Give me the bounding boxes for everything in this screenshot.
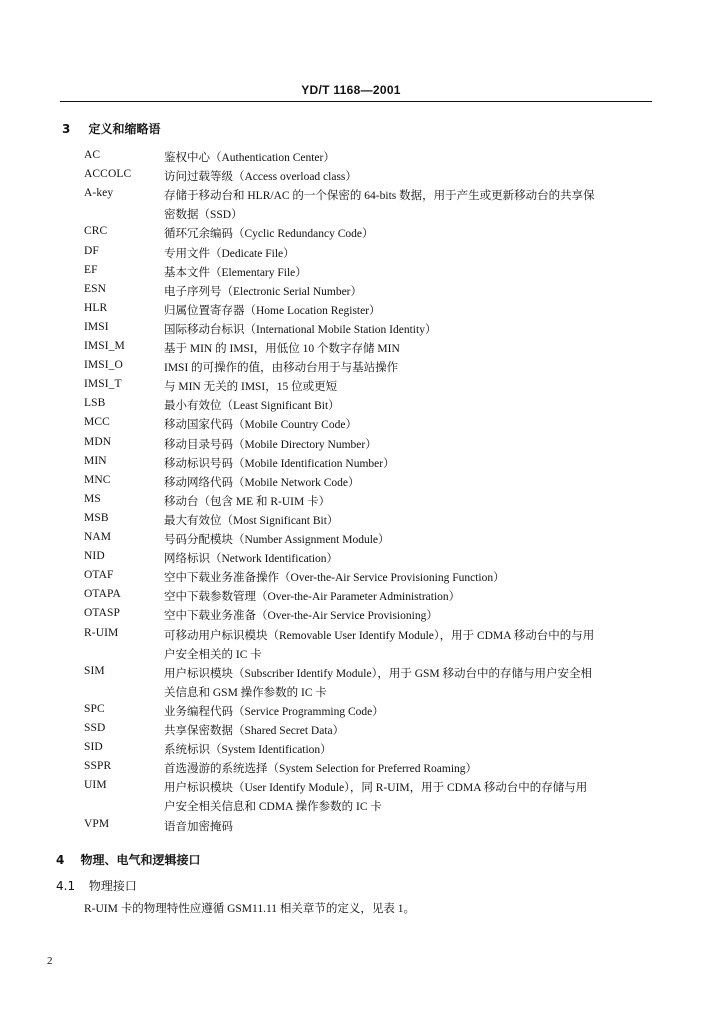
abbreviation-term: IMSI <box>84 320 109 333</box>
abbreviation-term: IMSI_O <box>84 359 123 372</box>
abbreviation-definition <box>164 321 654 340</box>
definition-line: 空中下载业务准备（Over-the-Air Service Provisioning） <box>164 610 438 623</box>
section-4-1-number: 4.1 <box>56 879 76 893</box>
abbreviation-term: NAM <box>84 531 112 543</box>
abbreviation-definition <box>164 760 654 779</box>
abbreviation-definition <box>164 455 654 474</box>
abbreviation-term: OTAPA <box>84 588 121 601</box>
abbreviation-definition <box>164 474 654 493</box>
section-3-number: 3 <box>62 122 71 136</box>
abbreviation-definition <box>164 531 654 550</box>
definition-line: 户安全相关的 IC 卡 <box>164 648 262 661</box>
definition-line: 移动目录号码（Mobile Directory Number） <box>164 438 377 451</box>
definition-line: 户安全相关信息和 CDMA 操作参数的 IC 卡 <box>164 801 382 814</box>
abbreviation-definition <box>164 187 654 225</box>
abbreviation-term: AC <box>84 149 101 161</box>
abbreviation-term: MIN <box>84 454 107 467</box>
section-4-1-heading <box>56 877 137 894</box>
definition-line: 存储于移动台和 HLR/AC 的一个保密的 64-bits 数据，用于产生或更新移动台的共享保 <box>164 190 595 203</box>
definition-line: IMSI 的可操作的值，由移动台用于与基站操作 <box>164 362 399 375</box>
definition-line: 系统标识（System Identification） <box>164 744 332 757</box>
abbreviation-definition <box>164 588 654 607</box>
abbreviation-term: UIM <box>84 779 107 792</box>
definition-line: 空中下载业务准备操作（Over-the-Air Service Provisioning Function） <box>164 572 505 585</box>
abbreviation-definition <box>164 607 654 626</box>
definition-line: 移动国家代码（Mobile Country Code） <box>164 419 357 432</box>
definition-line: 首选漫游的系统选择（System Selection for Preferred Roaming） <box>164 763 478 776</box>
abbreviation-term: OTAF <box>84 569 114 582</box>
definition-line: 循环冗余编码（Cyclic Redundancy Code） <box>164 228 374 241</box>
definition-line: 基于 MIN 的 IMSI，用低位 10 个数字存储 MIN <box>164 343 400 355</box>
page-number: 2 <box>47 955 53 967</box>
abbreviation-definition <box>164 550 654 569</box>
abbreviation-definition <box>164 703 654 722</box>
definition-line: 最小有效位（Least Significant Bit） <box>164 400 340 413</box>
abbreviation-definition <box>164 741 654 760</box>
definition-line: 语音加密掩码 <box>164 820 233 833</box>
abbreviation-term: DF <box>84 244 99 257</box>
body-paragraph: R-UIM 卡的物理特性应遵循 GSM11.11 相关章节的定义，见表 1。 <box>84 903 416 915</box>
abbreviation-definition <box>164 722 654 741</box>
abbreviation-term: CRC <box>84 225 108 238</box>
abbreviation-term: SPC <box>84 702 105 715</box>
abbreviation-definition <box>164 512 654 531</box>
definition-line: 最大有效位（Most Significant Bit） <box>164 514 339 527</box>
abbreviation-term: ESN <box>84 282 107 295</box>
definition-line: 移动网络代码（Mobile Network Code） <box>164 476 360 489</box>
abbreviation-definition <box>164 416 654 435</box>
abbreviation-term: IMSI_T <box>84 378 122 391</box>
definition-line: 专用文件（Dedicate File） <box>164 247 295 260</box>
abbreviation-definition <box>164 283 654 302</box>
definition-line: 可移动用户标识模块（Removable User Identify Module），用于 CDMA 移动台中的与用 <box>164 629 595 642</box>
abbreviation-term: MNC <box>84 473 111 486</box>
definition-line: 用户标识模块（User Identify Module），同 R-UIM，用于 CDMA 移动台中的存储与用 <box>164 782 588 795</box>
abbreviation-term: OTASP <box>84 607 121 620</box>
abbreviation-definition <box>164 436 654 455</box>
abbreviation-term: ACCOLC <box>84 168 132 181</box>
definition-line: 基本文件（Elementary File） <box>164 266 307 279</box>
abbreviation-definition <box>164 302 654 321</box>
section-3-heading <box>62 120 161 137</box>
abbreviation-term: HLR <box>84 301 108 314</box>
definition-line: 移动台（包含 ME 和 R-UIM 卡） <box>164 495 331 508</box>
abbreviation-term: SSD <box>84 722 106 734</box>
abbreviation-definition <box>164 168 654 187</box>
abbreviation-term: SSPR <box>84 760 112 773</box>
header-rule <box>60 101 652 102</box>
abbreviation-definition <box>164 378 654 397</box>
abbreviation-definition <box>164 149 654 168</box>
section-4-1-title: 物理接口 <box>88 879 137 893</box>
abbreviation-definition <box>164 359 654 378</box>
definition-line: 号码分配模块（Number Assignment Module） <box>164 534 390 546</box>
abbreviation-term: NID <box>84 550 105 563</box>
abbreviation-term: MS <box>84 492 101 505</box>
definition-line: 归属位置寄存器（Home Location Register） <box>164 304 381 317</box>
abbreviation-definition <box>164 493 654 512</box>
definition-line: 用户标识模块（Subscriber Identify Module），用于 GSM 移动台中的存储与用户安全相 <box>164 667 593 680</box>
definition-line: 共享保密数据（Shared Secret Data） <box>164 725 345 737</box>
definition-line: 网络标识（Network Identification） <box>164 553 339 566</box>
abbreviation-term: MCC <box>84 416 110 429</box>
section-4-title: 物理、电气和逻辑接口 <box>80 853 201 867</box>
definition-line: 访问过载等级（Access overload class） <box>164 171 357 184</box>
abbreviation-term: MSB <box>84 511 109 524</box>
abbreviation-definition <box>164 340 654 359</box>
abbreviation-term: A-key <box>84 187 114 200</box>
abbreviation-definition <box>164 779 654 817</box>
definition-line: 关信息和 GSM 操作参数的 IC 卡 <box>164 686 327 699</box>
abbreviation-definition <box>164 818 654 837</box>
abbreviation-definition <box>164 264 654 283</box>
definition-line: 电子序列号（Electronic Serial Number） <box>164 285 363 298</box>
abbreviation-definition <box>164 665 654 703</box>
definition-line: 与 MIN 无关的 IMSI，15 位或更短 <box>164 381 338 394</box>
definition-line: 空中下载参数管理（Over-the-Air Parameter Administration） <box>164 591 461 604</box>
section-4-heading <box>56 851 201 868</box>
abbreviation-term: IMSI_M <box>84 340 125 352</box>
abbreviation-term: EF <box>84 263 98 276</box>
abbreviation-term: LSB <box>84 397 106 410</box>
definition-line: 鉴权中心（Authentication Center） <box>164 152 335 164</box>
abbreviation-definition <box>164 627 654 665</box>
section-4-number: 4 <box>56 853 65 867</box>
section-3-title: 定义和缩略语 <box>88 122 161 136</box>
page-header-standard-id: YD/T 1168—2001 <box>301 83 401 97</box>
abbreviation-definition <box>164 397 654 416</box>
definition-line: 业务编程代码（Service Programming Code） <box>164 705 384 718</box>
abbreviation-term: R-UIM <box>84 626 119 639</box>
abbreviation-term: MDN <box>84 435 112 448</box>
abbreviation-term: VPM <box>84 817 110 830</box>
definition-line: 密数据（SSD） <box>164 209 243 222</box>
abbreviation-term: SID <box>84 741 103 754</box>
definition-line: 移动标识号码（Mobile Identification Number） <box>164 457 395 470</box>
abbreviation-definition <box>164 569 654 588</box>
abbreviation-term: SIM <box>84 664 105 677</box>
abbreviation-definition <box>164 225 654 244</box>
definition-line: 国际移动台标识（International Mobile Station Identity） <box>164 323 437 336</box>
abbreviation-definition <box>164 245 654 264</box>
